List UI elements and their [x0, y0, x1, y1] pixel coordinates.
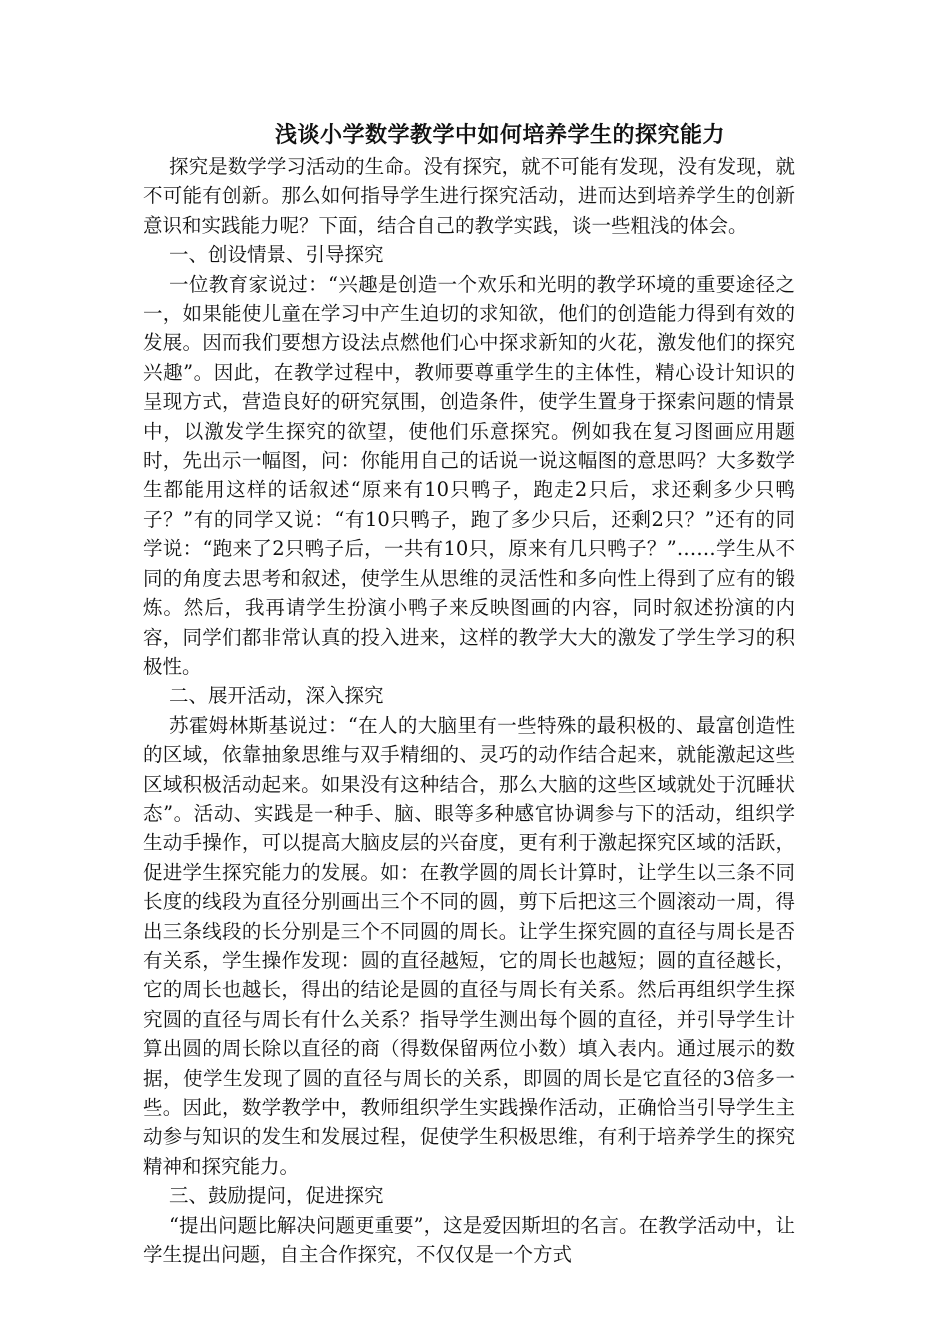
intro-paragraph: 探究是数学学习活动的生命。没有探究，就不可能有发现，没有发现，就不可能有创新。那么如何指导学生进行探究活动，进而达到培养学生的创新意识和实践能力呢？下面，结合自己的教学实践，谈一些粗浅的体会。: [143, 155, 795, 237]
document-title: 浅谈小学数学教学中如何培养学生的探究能力: [275, 122, 726, 148]
section-heading-2: 二、展开活动，深入探究: [169, 684, 384, 708]
section-heading-3: 三、鼓励提问，促进探究: [169, 1184, 384, 1208]
section-paragraph-1: 一位教育家说过：“兴趣是创造一个欢乐和光明的教学环境的重要途径之一，如果能使儿童在学习中产生迫切的求知欲，他们的创造能力得到有效的发展。因而我们要想方设法点燃他们心中探求新知的火花，激发他们的探究兴趣”。因此，在教学过程中，教师要尊重学生的主体性，精心设计知识的呈现方式，营造良好的研究氛围，创造条件，使学生置身于探索问题的情景中，以激发学生探究的欲望，使他们乐意探究。例如我在复习图画应用题时，先出示一幅图，问：你能用自己的话说一说这幅图的意思吗？大多数学生都能用这样的话叙述“原来有10只鸭子，跑走2只后，求还剩多少只鸭子？”有的同学又说：“有10只鸭子，跑了多少只后，还剩2只？”还有的同学说：“跑来了2只鸭子后，一共有10只，原来有几只鸭子？”……学生从不同的角度去思考和叙述，使学生从思维的灵活性和多向性上得到了应有的锻炼。然后，我再请学生扮演小鸭子来反映图画的内容，同时叙述扮演的内容，同学们都非常认真的投入进来，这样的教学大大的激发了学生学习的积极性。: [143, 272, 795, 678]
section-paragraph-3: “提出问题比解决问题更重要”，这是爱因斯坦的名言。在教学活动中，让学生提出问题，自主合作探究，不仅仅是一个方式: [143, 1213, 795, 1267]
section-heading-1: 一、创设情景、引导探究: [169, 243, 384, 267]
document-body: [143, 120, 795, 1269]
section-paragraph-2: 苏霍姆林斯基说过：“在人的大脑里有一些特殊的最积极的、最富创造性的区域，依靠抽象思维与双手精细的、灵巧的动作结合起来，就能激起这些区域积极活动起来。如果没有这种结合，那么大脑的这些区域就处于沉睡状态”。活动、实践是一种手、脑、眼等多种感官协调参与下的活动，组织学生动手操作，可以提高大脑皮层的兴奋度，更有利于激起探究区域的活跃，促进学生探究能力的发展。如：在教学圆的周长计算时，让学生以三条不同长度的线段为直径分别画出三个不同的圆，剪下后把这三个圆滚动一周，得出三条线段的长分别是三个不同圆的周长。让学生探究圆的直径与周长是否有关系，学生操作发现：圆的直径越短，它的周长也越短；圆的直径越长，它的周长也越长，得出的结论是圆的直径与周长有关系。然后再组织学生探究圆的直径与周长有什么关系？指导学生测出每个圆的直径，并引导学生计算出圆的周长除以直径的商（得数保留两位小数）填入表内。通过展示的数据，使学生发现了圆的直径与周长的关系，即圆的周长是它直径的3倍多一些。因此，数学教学中，教师组织学生实践操作活动，正确恰当引导学生主动参与知识的发生和发展过程，促使学生积极思维，有利于培养学生的探究精神和探究能力。: [143, 713, 795, 1178]
